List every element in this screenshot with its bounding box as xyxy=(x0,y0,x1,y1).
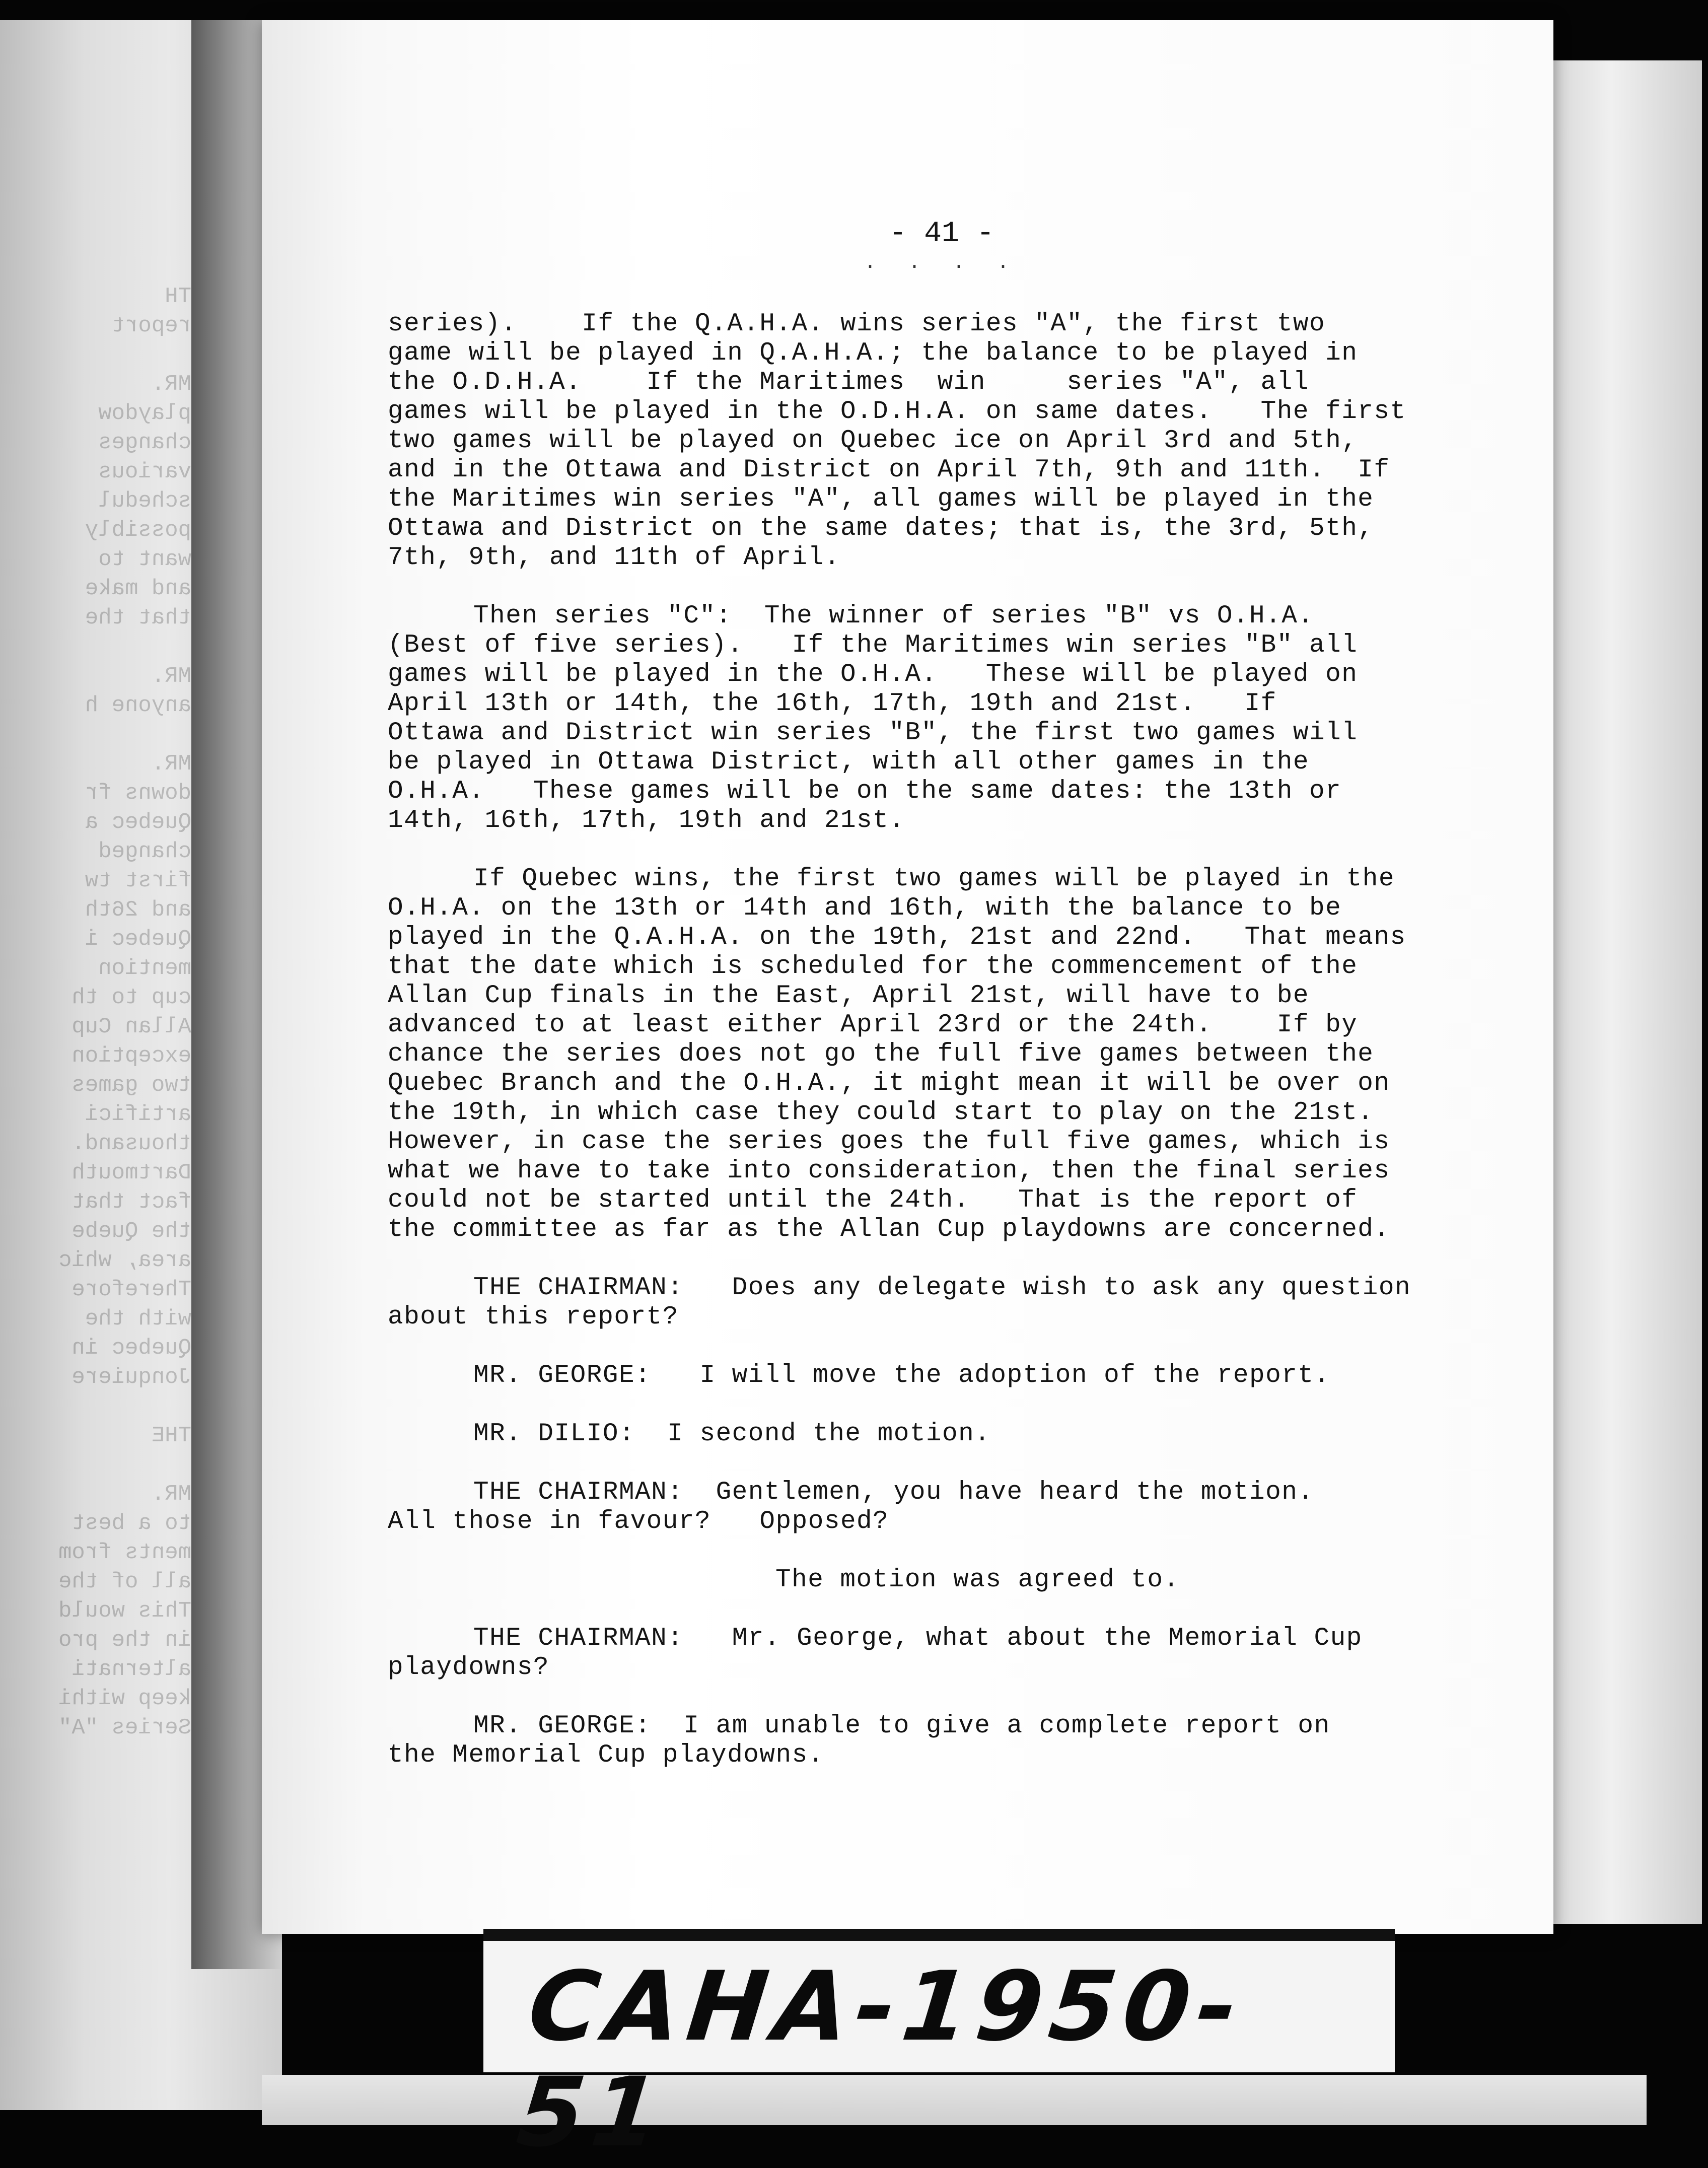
text-line: Quebec Branch and the O.H.A., it might mean it will be over on xyxy=(388,1069,1390,1098)
text-line: Allan Cup finals in the East, April 21st, will have to be xyxy=(388,982,1309,1010)
text-line: what we have to take into consideration, then the final series xyxy=(388,1157,1390,1185)
underlying-text-line: TH xyxy=(165,284,191,309)
underlying-text-line: with the xyxy=(85,1306,191,1332)
underlying-text-line: Allan Cup xyxy=(72,1014,191,1039)
text-line: 7th, 9th, and 11th of April. xyxy=(388,543,840,572)
text-line: Ottawa and District win series "B", the first two games will xyxy=(388,719,1358,747)
text-line: games will be played in the O.H.A. These will be played on xyxy=(388,660,1358,689)
underlying-text-line: artifici xyxy=(85,1102,191,1127)
underlying-text-line: report xyxy=(111,313,191,338)
text-line: played in the Q.A.H.A. on the 19th, 21st and 22nd. That means xyxy=(388,923,1406,952)
paragraph xyxy=(388,1420,1546,1449)
underlying-text-line: ments from xyxy=(58,1540,191,1565)
underlying-text-line: area, whic xyxy=(58,1248,191,1273)
text-line: MR. DILIO: I second the motion. xyxy=(473,1420,991,1448)
underlying-text-line: all of the xyxy=(58,1569,191,1594)
underlying-text-line: various xyxy=(98,459,191,484)
underlying-text-line: and 26th xyxy=(85,897,191,923)
underlying-text-line: playdow xyxy=(98,401,191,426)
text-line: O.H.A. These games will be on the same dates: the 13th or xyxy=(388,777,1342,806)
underlying-text-line: changed xyxy=(98,839,191,864)
underlying-text-line: alternati xyxy=(72,1657,191,1682)
text-line: chance the series does not go the full five games between the xyxy=(388,1040,1374,1069)
underlying-text-line: the Quebe xyxy=(72,1219,191,1244)
underlying-text-line: in the pro xyxy=(58,1628,191,1653)
text-line: two games will be played on Quebec ice on April 3rd and 5th, xyxy=(388,427,1358,455)
text-line: game will be played in Q.A.H.A.; the balance to be played in xyxy=(388,339,1358,368)
underlying-text-line xyxy=(20,1392,191,1421)
text-line: MR. GEORGE: I will move the adoption of the report. xyxy=(473,1361,1330,1390)
archive-label-bar xyxy=(483,1929,1395,1941)
text-line: series). If the Q.A.H.A. wins series "A", the first two xyxy=(388,310,1326,338)
underlying-text-line: changes xyxy=(98,430,191,455)
underlying-text-line: MR. xyxy=(151,1482,191,1507)
underlying-text-line: cup to th xyxy=(72,985,191,1010)
underlying-text-line: mention xyxy=(98,956,191,981)
text-line: April 13th or 14th, the 16th, 17th, 19th and 21st. If xyxy=(388,689,1277,718)
text-line: However, in case the series goes the full five games, which is xyxy=(388,1128,1390,1156)
underlying-text-line: Therefore xyxy=(72,1277,191,1302)
text-line: the committee as far as the Allan Cup playdowns are concerned. xyxy=(388,1215,1390,1244)
underlying-text-line xyxy=(20,1450,191,1480)
text-line: games will be played in the O.D.H.A. on same dates. The first xyxy=(388,397,1406,426)
text-line: advanced to at least either April 23rd or the 24th. If by xyxy=(388,1011,1358,1039)
text-line: about this report? xyxy=(388,1303,679,1332)
text-line: could not be started until the 24th. That is the report of xyxy=(388,1186,1358,1215)
underlying-text-line: Quebec a xyxy=(85,810,191,835)
text-line: O.H.A. on the 13th or 14th and 16th, with the balance to be xyxy=(388,894,1342,923)
underlying-text-line: schedul xyxy=(98,488,191,514)
paragraph xyxy=(388,865,1546,1244)
text-line: If Quebec wins, the first two games will be played in the xyxy=(473,865,1395,893)
underlying-text-line xyxy=(20,720,191,749)
archive-label: CAHA-1950-51 xyxy=(512,1951,1250,2168)
paragraph xyxy=(388,1478,1546,1536)
underlying-text-line: Dartmouth xyxy=(72,1160,191,1185)
underlying-text-line: fact that xyxy=(72,1190,191,1215)
text-line: The motion was agreed to. xyxy=(775,1566,1180,1594)
text-line: All those in favour? Opposed? xyxy=(388,1507,889,1536)
underlying-text-line: downs fr xyxy=(85,781,191,806)
paragraph xyxy=(388,602,1546,835)
text-line: Then series "C": The winner of series "B" vs O.H.A. xyxy=(473,602,1314,631)
underlying-text-line: exception xyxy=(72,1043,191,1069)
text-line: that the date which is scheduled for the commencement of the xyxy=(388,952,1358,981)
underlying-text-line: Series "A" xyxy=(58,1715,191,1740)
underlying-text-line xyxy=(20,633,191,662)
paragraph xyxy=(388,310,1546,573)
underlying-text-line: want to xyxy=(98,547,191,572)
text-line: THE CHAIRMAN: Does any delegate wish to ask any question xyxy=(473,1274,1411,1302)
paragraph xyxy=(388,1274,1546,1332)
underlying-text-line: keep withi xyxy=(58,1686,191,1711)
underlying-text-line: and make xyxy=(85,576,191,601)
paragraph xyxy=(388,1624,1546,1683)
document-page xyxy=(262,20,1553,1934)
underlying-page-bleed-text xyxy=(20,282,191,1742)
text-line: and in the Ottawa and District on April 7th, 9th and 11th. If xyxy=(388,456,1390,484)
paragraph xyxy=(388,1712,1546,1770)
underlying-text-line: two games xyxy=(72,1073,191,1098)
underlying-text-line: to a best xyxy=(72,1511,191,1536)
underlying-text-line: that the xyxy=(85,605,191,631)
page-number: - 41 - xyxy=(889,218,994,250)
text-line: THE CHAIRMAN: Mr. George, what about the Memorial Cup xyxy=(473,1624,1363,1653)
page-number-dots: . . . . xyxy=(864,252,1020,274)
underlying-text-line: MR. xyxy=(151,751,191,777)
text-line: THE CHAIRMAN: Gentlemen, you have heard the motion. xyxy=(473,1478,1314,1507)
underlying-text-line: This would xyxy=(58,1598,191,1624)
text-line: Ottawa and District on the same dates; that is, the 3rd, 5th, xyxy=(388,514,1374,543)
adjacent-sheet-edge xyxy=(1551,60,1702,1924)
text-line: the Maritimes win series "A", all games will be played in the xyxy=(388,485,1374,514)
underlying-text-line: possibly xyxy=(85,518,191,543)
underlying-text-line: Jonquiere xyxy=(72,1365,191,1390)
paragraph xyxy=(388,1566,1546,1595)
underlying-text-line: THE xyxy=(151,1423,191,1448)
underlying-text-line: Quebec i xyxy=(85,927,191,952)
text-line: be played in Ottawa District, with all other games in the xyxy=(388,748,1309,777)
underlying-text-line: MR. xyxy=(151,664,191,689)
text-line: (Best of five series). If the Maritimes win series "B" all xyxy=(388,631,1358,660)
text-line: the 19th, in which case they could start to play on the 21st. xyxy=(388,1098,1374,1127)
transcript-body xyxy=(388,310,1546,1799)
underlying-text-line: thousand. xyxy=(72,1131,191,1156)
text-line: playdowns? xyxy=(388,1653,550,1682)
paragraph xyxy=(388,1361,1546,1390)
text-line: the O.D.H.A. If the Maritimes win series "A", all xyxy=(388,368,1309,397)
underlying-text-line: first tw xyxy=(85,868,191,893)
underlying-text-line: Quebec in xyxy=(72,1336,191,1361)
underlying-text-line: MR. xyxy=(151,372,191,397)
text-line: 14th, 16th, 17th, 19th and 21st. xyxy=(388,806,905,835)
underlying-text-line: anyone h xyxy=(85,693,191,718)
underlying-text-line xyxy=(20,340,191,370)
text-line: MR. GEORGE: I am unable to give a complete report on xyxy=(473,1712,1330,1740)
text-line: the Memorial Cup playdowns. xyxy=(388,1741,824,1770)
